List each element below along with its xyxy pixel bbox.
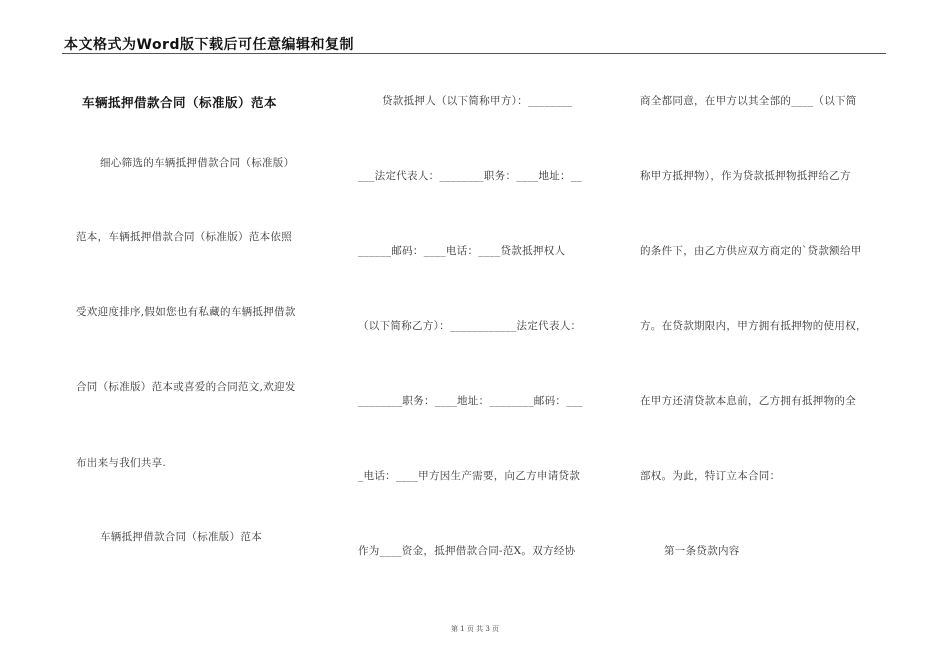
paragraph-line: 方。在贷款期限内，甲方拥有抵押物的使用权， [640,320,867,332]
paragraph-line: 贷款抵押人（以下简称甲方）：________ [382,95,573,107]
paragraph-line: ________职务：____地址：________邮码：___ [358,395,583,407]
paragraph-line: 称甲方抵押物），作为贷款抵押物抵押给乙方 [640,170,851,182]
paragraph-line: （以下简称乙方）：____________法定代表人： [358,320,582,332]
header-divider [62,53,886,54]
paragraph-line: ___法定代表人：________职务：____地址：__ [358,170,582,182]
header-title: 本文格式为Word版下载后可任意编辑和复制 [64,37,354,53]
paragraph-line: 合同（标准版）范本或喜爱的合同范文,欢迎发 [76,381,296,393]
paragraph-line: ______邮码：____电话：____贷款抵押权人 [358,245,566,257]
paragraph-line: _电话：____甲方因生产需要，向乙方申请贷款 [358,470,581,482]
page-footer: 第 1 页 共 3 页 [450,625,500,633]
paragraph-line: 作为____资金，抵押借款合同-范X。双方经协 [358,545,576,557]
paragraph-line: 受欢迎度排序,假如您也有私藏的车辆抵押借款 [76,306,296,318]
paragraph-line: 部权。为此，特订立本合同： [640,470,781,482]
paragraph-line: 布出来与我们共享. [76,457,167,469]
paragraph-line: 商全都同意，在甲方以其全部的____（以下简 [640,95,857,107]
paragraph-line: 在甲方还清贷款本息前，乙方拥有抵押物的全 [640,395,856,407]
document-title: 车辆抵押借款合同（标准版）范本 [82,95,278,110]
section-heading: 第一条贷款内容 [664,545,740,557]
paragraph-line: 的条件下，由乙方供应双方商定的`贷款额给甲 [640,245,862,257]
paragraph-line: 细心筛选的车辆抵押借款合同（标准版） [100,157,295,169]
section-heading: 车辆抵押借款合同（标准版）范本 [100,531,262,543]
paragraph-line: 范本，车辆抵押借款合同（标准版）范本依照 [76,231,292,243]
